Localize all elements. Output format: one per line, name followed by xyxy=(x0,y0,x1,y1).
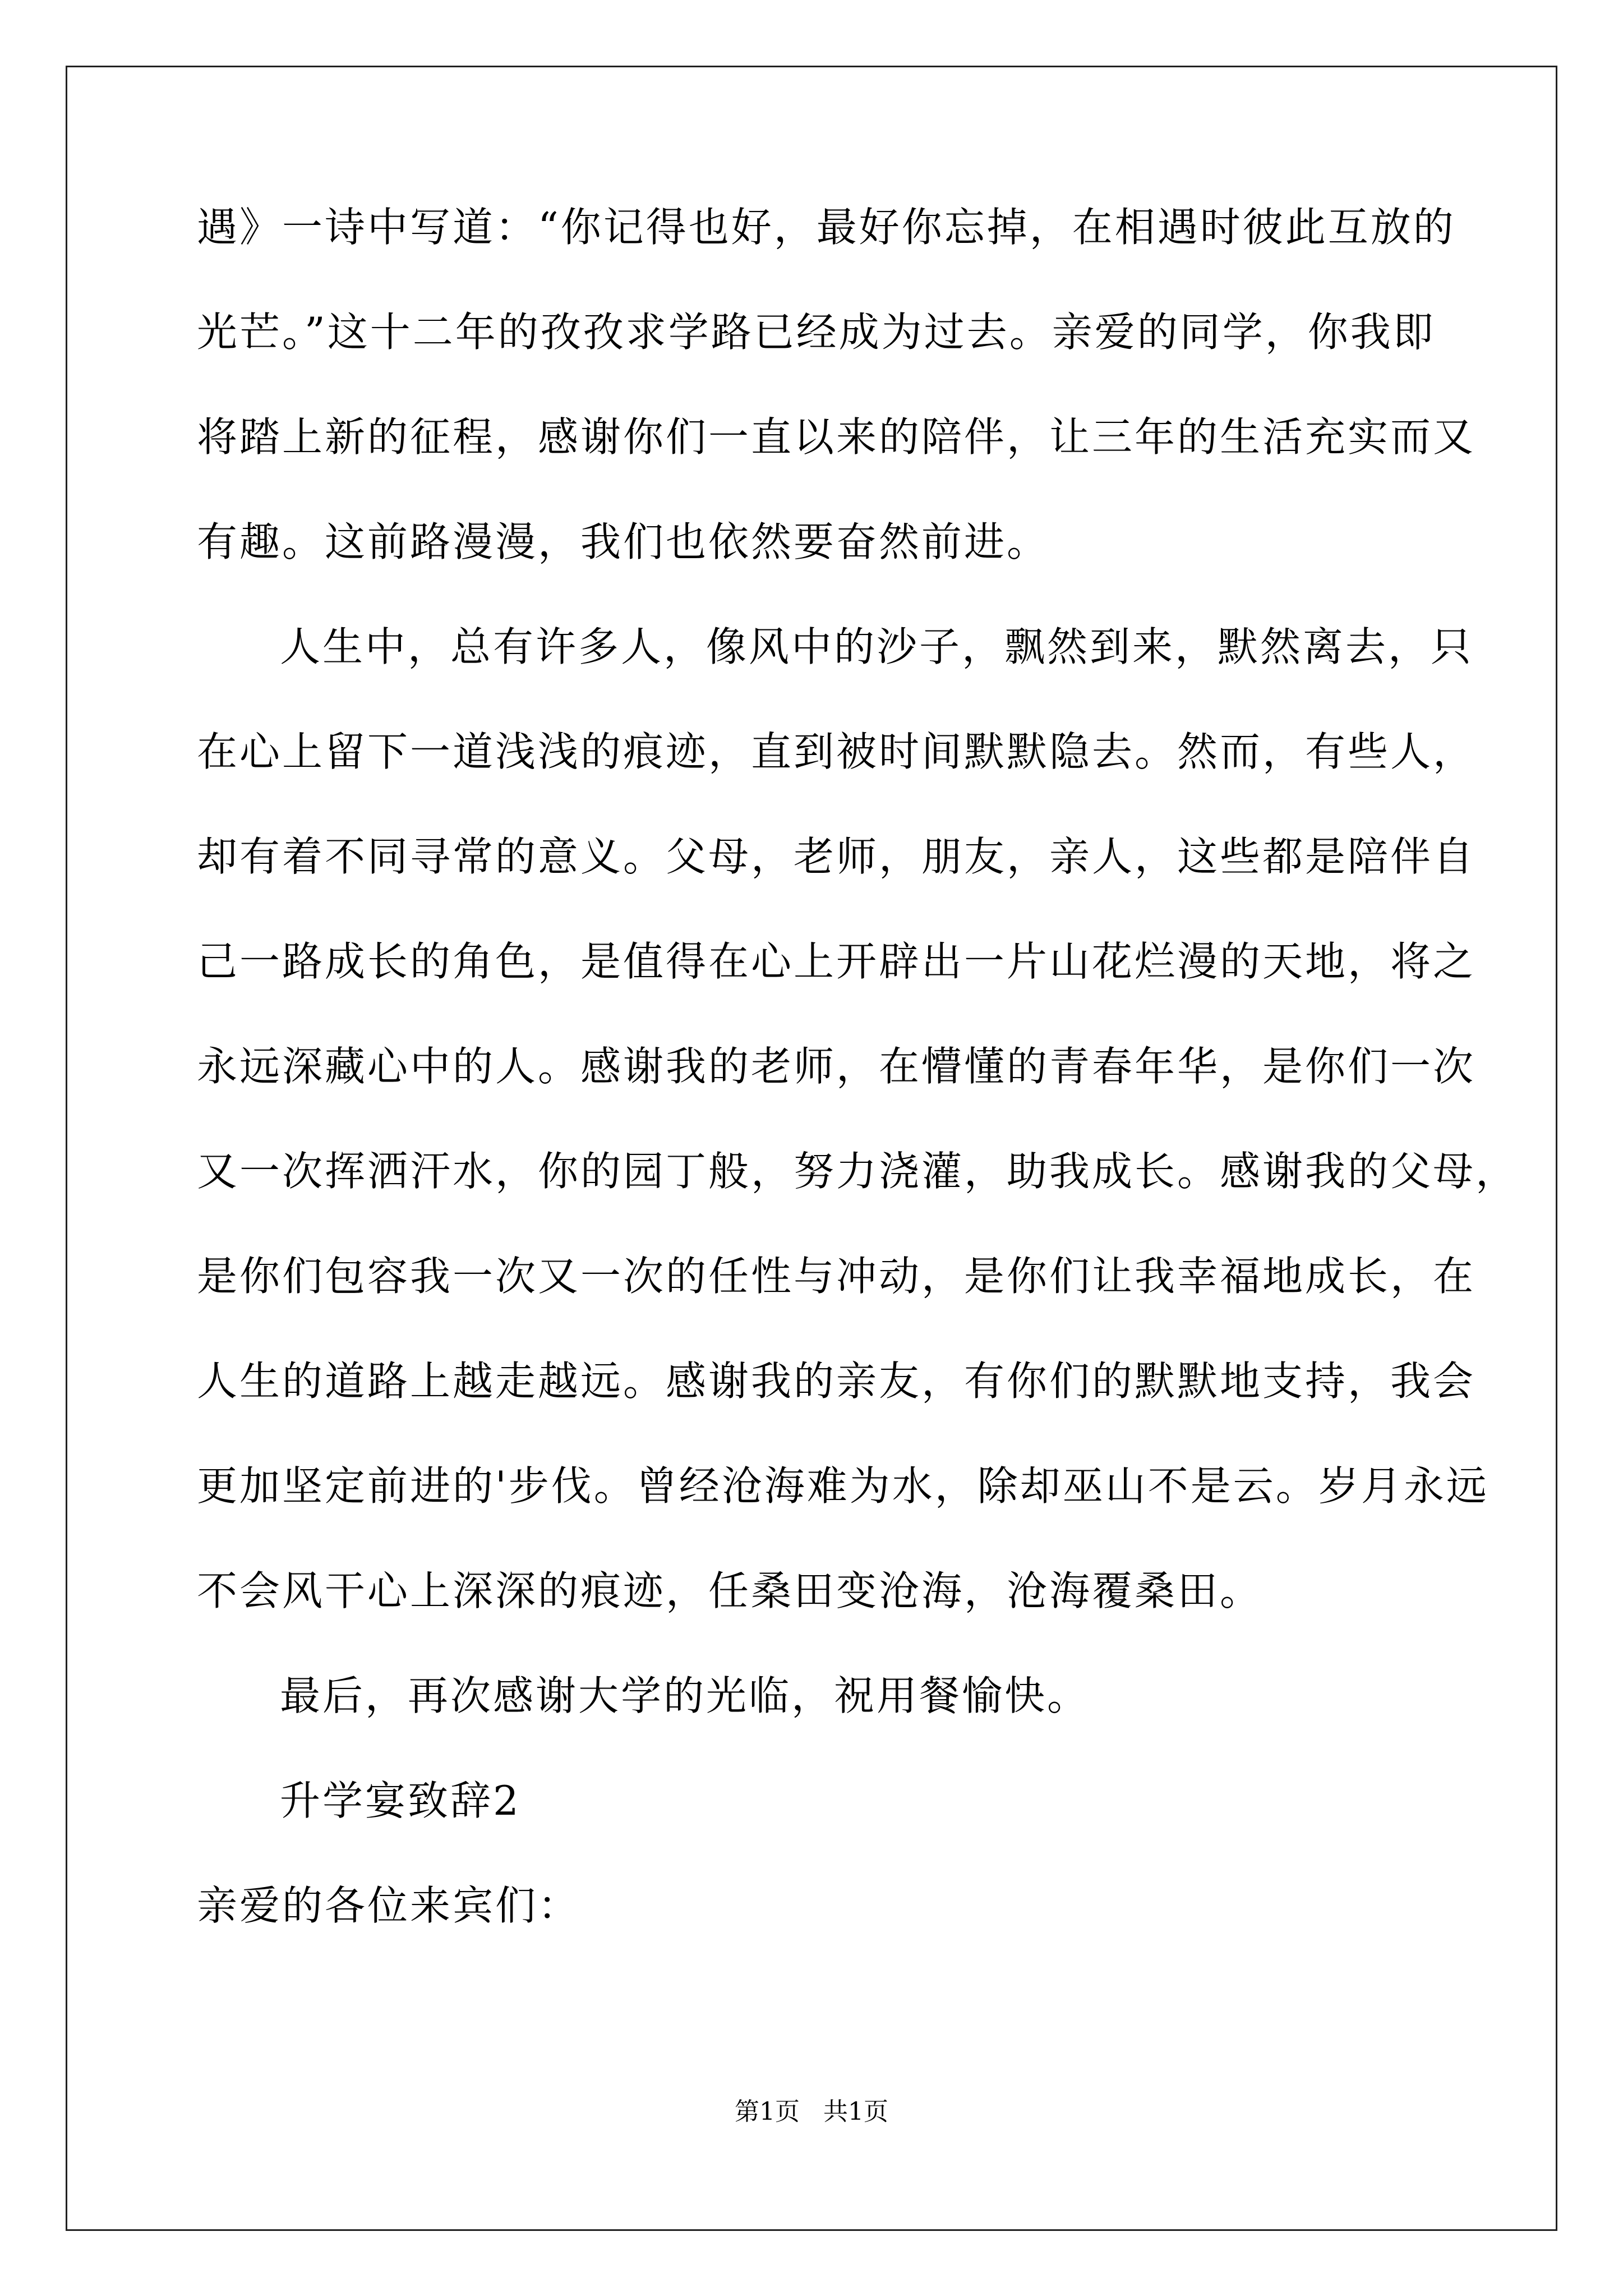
text-line: 又一次挥洒汗水，你的园丁般，努力浇灌，助我成长。感谢我的父母， xyxy=(197,1148,1519,1195)
text-line: 将踏上新的征程，感谢你们一直以来的陪伴，让三年的生活充实而又 xyxy=(197,413,1476,461)
text-line: 在心上留下一道浅浅的痕迹，直到被时间默默隐去。然而，有些人， xyxy=(197,728,1476,775)
closing-line: 最后，再次感谢大学的光临，祝用餐愉快。 xyxy=(280,1672,1090,1719)
text-line: 更加坚定前进的'步伐。曾经沧海难为水，除却巫山不是云。岁月永远 xyxy=(197,1462,1489,1510)
salutation: 亲爱的各位来宾们： xyxy=(197,1882,581,1929)
text-line: 是你们包容我一次又一次的任性与冲动，是你们让我幸福地成长，在 xyxy=(197,1253,1476,1300)
text-line: 有趣。这前路漫漫，我们也依然要奋然前进。 xyxy=(197,518,1050,565)
text-line: 人生的道路上越走越远。感谢我的亲友，有你们的默默地支持，我会 xyxy=(197,1358,1476,1405)
section-heading: 升学宴致辞2 xyxy=(280,1777,521,1824)
text-line: 却有着不同寻常的意义。父母，老师，朋友，亲人，这些都是陪伴自 xyxy=(197,833,1476,880)
text-line: 光芒。”这十二年的孜孜求学路已经成为过去。亲爱的同学，你我即 xyxy=(197,309,1436,356)
paragraph-first-line: 人生中，总有许多人，像风中的沙子，飘然到来，默然离去，只 xyxy=(280,623,1474,670)
text-line: 永远深藏心中的人。感谢我的老师，在懵懂的青春年华，是你们一次 xyxy=(197,1043,1476,1090)
text-line: 己一路成长的角色，是值得在心上开辟出一片山花烂漫的天地，将之 xyxy=(197,938,1476,985)
text-line: 遇》一诗中写道：“你记得也好，最好你忘掉，在相遇时彼此互放的 xyxy=(197,204,1456,251)
text-line: 不会风干心上深深的痕迹，任桑田变沧海，沧海覆桑田。 xyxy=(197,1567,1263,1614)
page-footer: 第1页 共1页 xyxy=(735,2097,888,2126)
